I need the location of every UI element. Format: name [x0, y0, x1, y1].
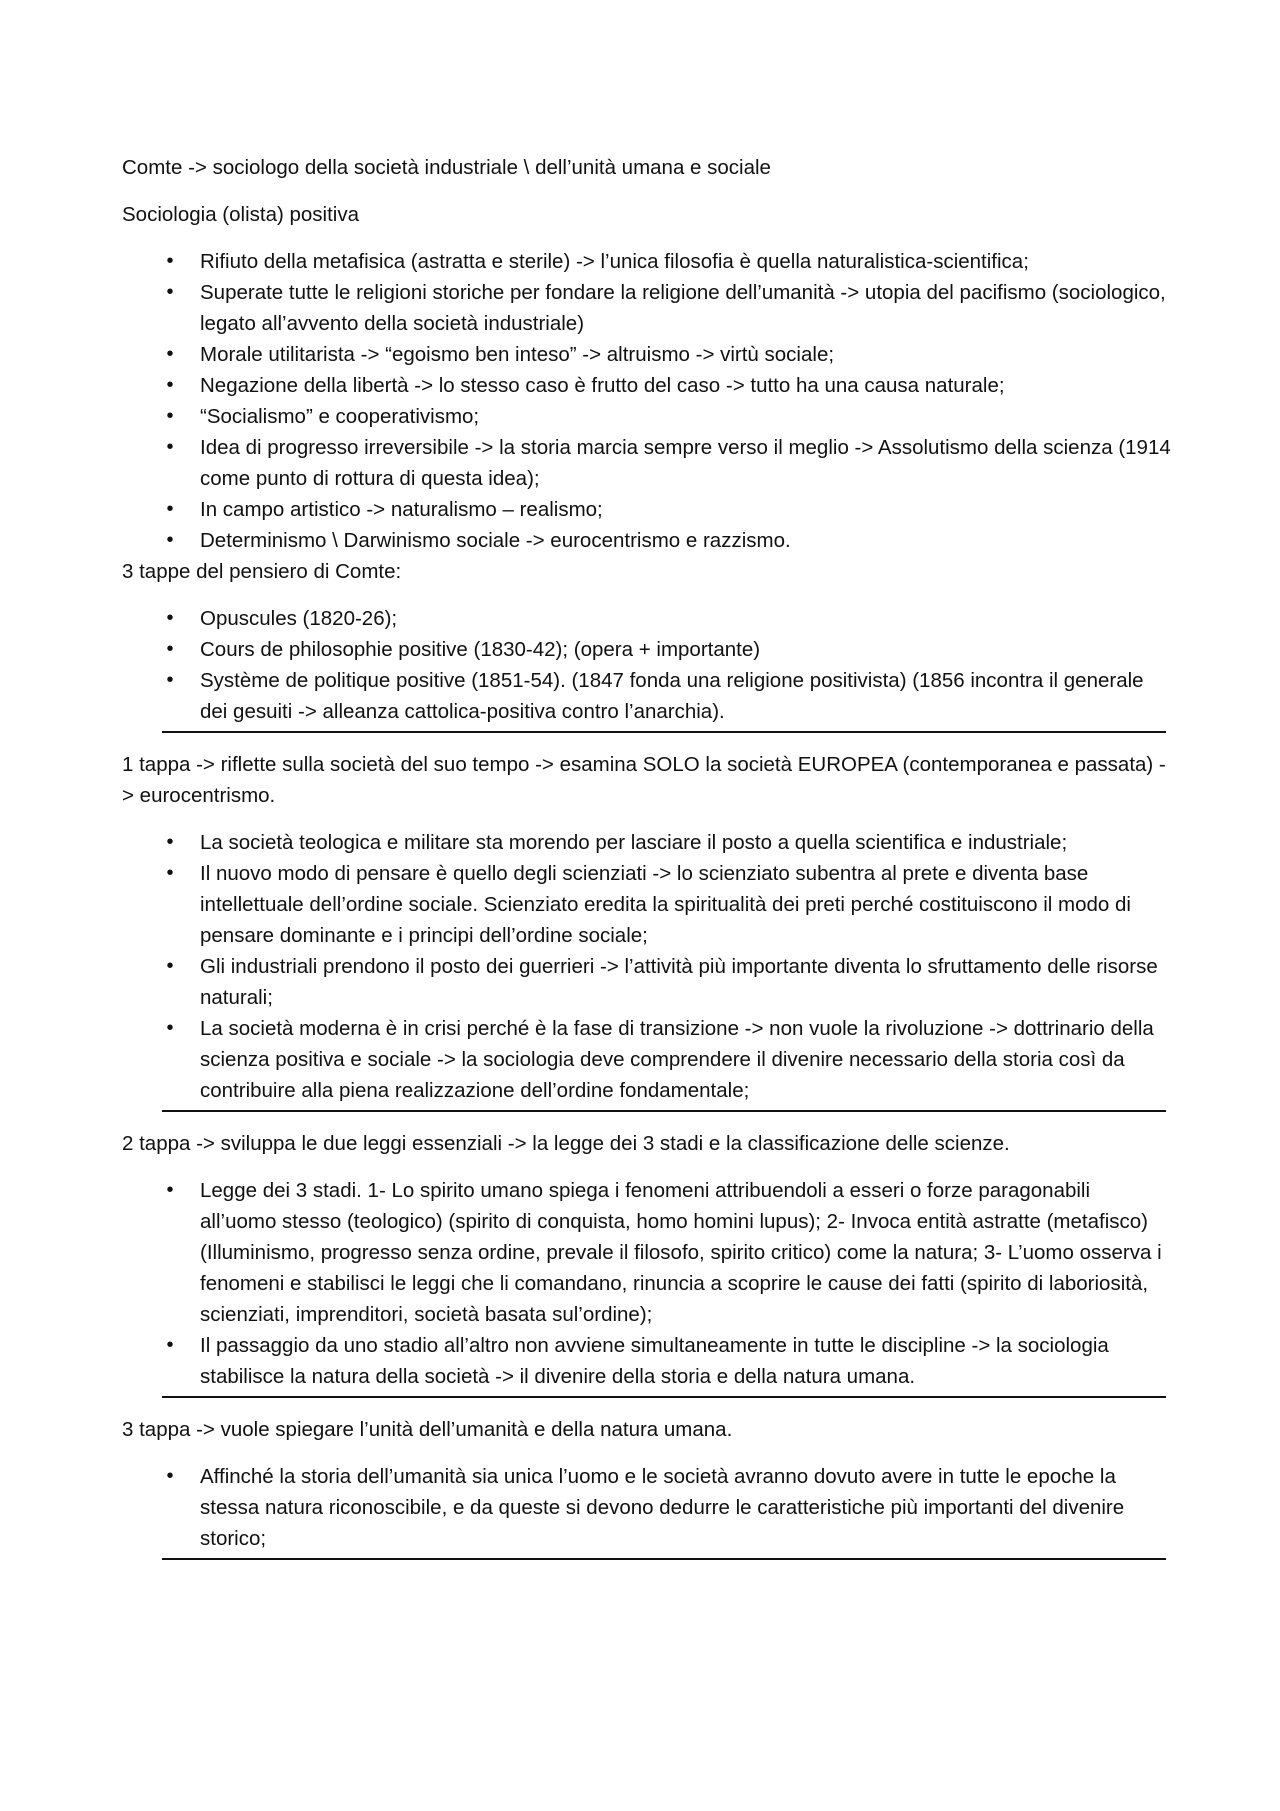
bullet-icon: •: [166, 607, 174, 629]
list-item: • Negazione della libertà -> lo stesso caso è frutto del caso -> tutto ha una causa naturale;: [122, 370, 1172, 401]
intro-line-1: Comte -> sociologo della società industriale \ dell’unità umana e sociale: [122, 156, 771, 179]
bullet-icon: •: [166, 1179, 174, 1201]
bullet-icon: •: [166, 669, 174, 691]
section-2: [122, 1175, 1172, 1398]
list-item: • Gli industriali prendono il posto dei guerrieri -> l’attività più importante diventa lo sfruttamento delle risorse naturali;: [122, 951, 1172, 1013]
tappa-3-list: [122, 1461, 1172, 1554]
list-item: • Il nuovo modo di pensare è quello degli scienziati -> lo scienziato subentra al prete e diventa base intellettuale dell’ordine sociale. Scienziato eredita la spiritualità dei preti perché costituiscono il modo di pensare dominante e i principi dell’ordine sociale;: [122, 858, 1172, 951]
list-item: • Idea di progresso irreversibile -> la storia marcia sempre verso il meglio -> Assolutismo della scienza (1914 come punto di rottura di questa idea);: [122, 432, 1172, 494]
bullet-icon: •: [166, 529, 174, 551]
intro-line-2: Sociologia (olista) positiva: [122, 203, 360, 226]
list-item: • Superate tutte le religioni storiche per fondare la religione dell’umanità -> utopia del pacifismo (sociologico, legato all’avvento della società industriale): [122, 277, 1172, 339]
bullet-icon: •: [166, 955, 174, 977]
bullet-icon: •: [166, 374, 174, 396]
section-3: [122, 1461, 1172, 1560]
tappe-list: [122, 603, 1172, 727]
bullet-icon: •: [166, 405, 174, 427]
list-item: • Cours de philosophie positive (1830-42); (opera + importante): [122, 634, 1172, 665]
bullet-icon: •: [166, 343, 174, 365]
bullet-icon: •: [166, 281, 174, 303]
list-item: • “Socialismo” e cooperativismo;: [122, 401, 1172, 432]
list-item: • Legge dei 3 stadi. 1- Lo spirito umano spiega i fenomeni attribuendoli a esseri o forze paragonabili all’uomo stesso (teologico) (spirito di conquista, homo homini lupus); 2- Invoca entità astratte (metafisco) (Illuminismo, progresso senza ordine, prevale il filosofo, spirito critico) come la natura; 3- L’uomo osserva i fenomeni e stabilisci le leggi che li comandano, rinuncia a scoprire le cause dei fatti (spirito di laboriosità, scienziati, imprenditori, società basata sul’ordine);: [122, 1175, 1172, 1330]
tappa-1-list: [122, 827, 1172, 1106]
bullet-icon: •: [166, 436, 174, 458]
section-heading-tappe: 3 tappe del pensiero di Comte:: [122, 560, 402, 583]
bullet-icon: •: [166, 498, 174, 520]
document-body: [122, 152, 1172, 1576]
bullet-icon: •: [166, 1017, 174, 1039]
horizontal-rule: [162, 731, 1166, 733]
bullet-icon: •: [166, 1334, 174, 1356]
list-item: • In campo artistico -> naturalismo – realismo;: [122, 494, 1172, 525]
section-1: [122, 827, 1172, 1112]
horizontal-rule: [162, 1396, 1166, 1398]
list-item: • La società moderna è in crisi perché è la fase di transizione -> non vuole la rivoluzione -> dottrinario della scienza positiva e sociale -> la sociologia deve comprendere il divenire necessario della storia così da contribuire alla piena realizzazione dell’ordine fondamentale;: [122, 1013, 1172, 1106]
features-list: [122, 246, 1172, 556]
list-item: • Opuscules (1820-26);: [122, 603, 1172, 634]
list-item: • La società teologica e militare sta morendo per lasciare il posto a quella scientifica e industriale;: [122, 827, 1172, 858]
bullet-icon: •: [166, 250, 174, 272]
list-item: • Rifiuto della metafisica (astratta e sterile) -> l’unica filosofia è quella naturalistica-scientifica;: [122, 246, 1172, 277]
list-item: • Determinismo \ Darwinismo sociale -> eurocentrismo e razzismo.: [122, 525, 1172, 556]
horizontal-rule: [162, 1110, 1166, 1112]
list-item: • Morale utilitarista -> “egoismo ben inteso” -> altruismo -> virtù sociale;: [122, 339, 1172, 370]
tappa-2-list: [122, 1175, 1172, 1392]
list-item: • Affinché la storia dell’umanità sia unica l’uomo e le società avranno dovuto avere in tutte le epoche la stessa natura riconoscibile, e da queste si devono dedurre le caratteristiche più importanti del divenire storico;: [122, 1461, 1172, 1554]
list-item: • Il passaggio da uno stadio all’altro non avviene simultaneamente in tutte le discipline -> la sociologia stabilisce la natura della società -> il divenire della storia e della natura umana.: [122, 1330, 1172, 1392]
section-tappe: [122, 603, 1172, 733]
bullet-icon: •: [166, 638, 174, 660]
section-heading-2: 2 tappa -> sviluppa le due leggi essenziali -> la legge dei 3 stadi e la classificazione delle scienze.: [122, 1132, 1010, 1155]
horizontal-rule: [162, 1558, 1166, 1560]
section-heading-1: 1 tappa -> riflette sulla società del suo tempo -> esamina SOLO la società EUROPEA (contemporanea e passata) -> eurocentrismo.: [122, 753, 1166, 807]
section-heading-3: 3 tappa -> vuole spiegare l’unità dell’umanità e della natura umana.: [122, 1418, 733, 1441]
list-item: • Système de politique positive (1851-54). (1847 fonda una religione positivista) (1856 incontra il generale dei gesuiti -> alleanza cattolica-positiva contro l’anarchia).: [122, 665, 1172, 727]
bullet-icon: •: [166, 831, 174, 853]
bullet-icon: •: [166, 862, 174, 884]
bullet-icon: •: [166, 1465, 174, 1487]
